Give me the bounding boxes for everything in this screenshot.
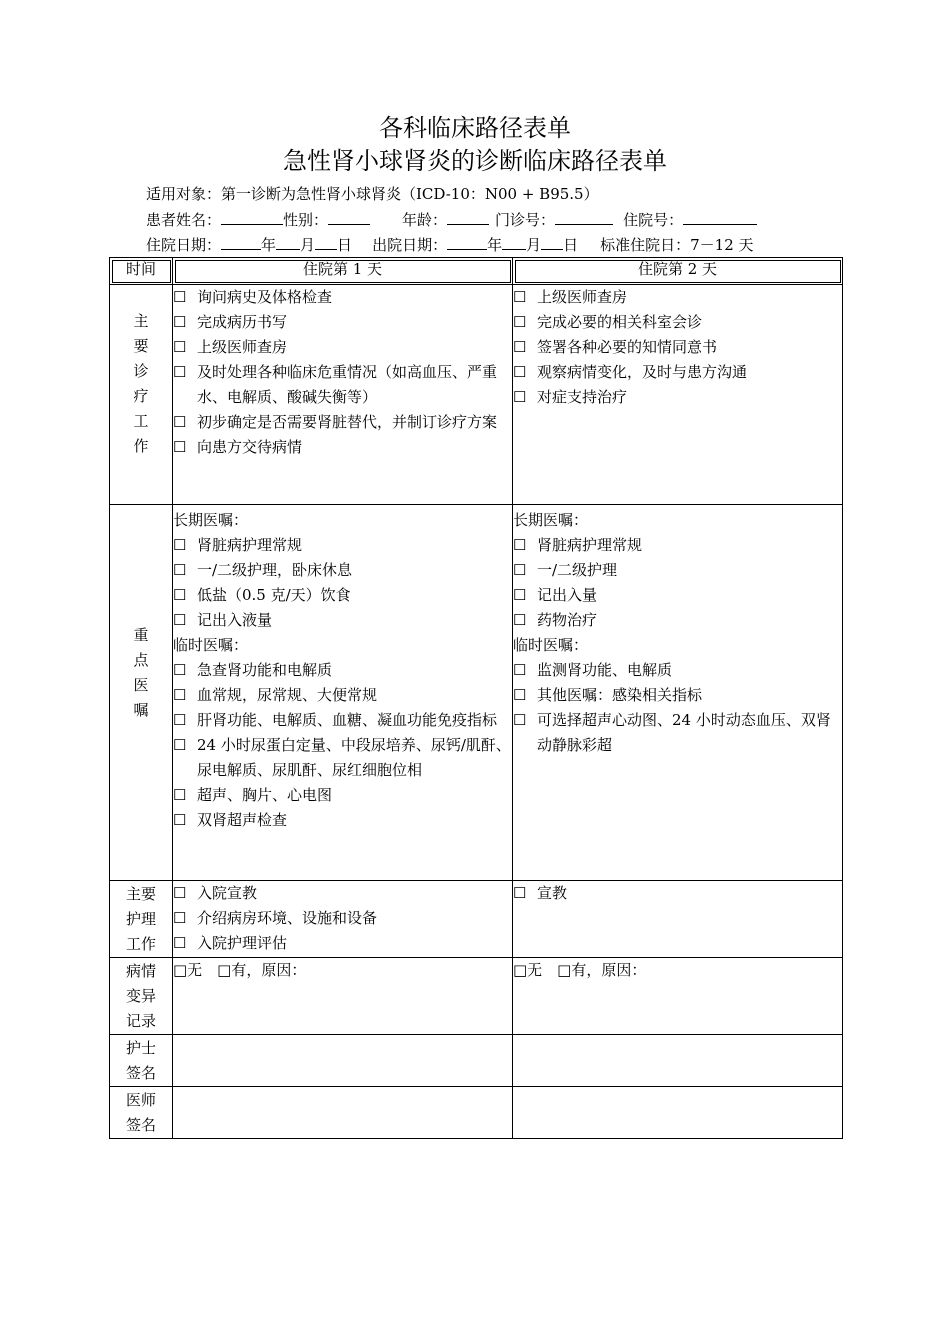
checkbox-icon[interactable]: ☐ (173, 586, 187, 604)
item-text: 向患方交待病情 (197, 438, 303, 456)
variation-options[interactable]: □无 □有，原因： (513, 961, 647, 979)
checkbox-icon[interactable]: ☐ (173, 736, 187, 754)
diagnosis-day1 (173, 285, 513, 505)
checkbox-icon[interactable]: ☐ (173, 884, 187, 902)
item-text: 24 小时尿蛋白定量、中段尿培养、尿钙/肌酐、尿电解质、尿肌酐、尿红细胞位相 (197, 736, 511, 779)
item-text: 宣教 (537, 884, 568, 902)
age-label: 年龄： (402, 211, 448, 229)
item-text: 低盐（0.5 克/天）饮食 (197, 586, 351, 604)
checklist-item[interactable] (513, 385, 842, 410)
item-text: 血常规，尿常规、大便常规 (197, 686, 378, 704)
label-line: 医师 (125, 1090, 156, 1109)
checklist-item[interactable] (513, 558, 842, 583)
checklist-item[interactable] (513, 310, 842, 335)
checklist-item[interactable] (513, 335, 842, 360)
checklist-item[interactable] (513, 708, 842, 758)
item-text: 入院宣教 (197, 884, 258, 902)
doctor-sign-row (110, 1087, 843, 1139)
checklist-item[interactable] (513, 583, 842, 608)
label-line: 主要 (125, 884, 156, 903)
nurse-sign-label-cell (110, 1035, 173, 1087)
patient-info-line (146, 209, 757, 230)
checkbox-icon[interactable]: ☐ (513, 661, 527, 679)
checkbox-icon[interactable]: ☐ (513, 561, 527, 579)
label-char: 疗 (133, 386, 149, 405)
admit-month-label: 月 (300, 236, 316, 254)
checkbox-icon[interactable]: ☐ (513, 536, 527, 554)
checklist-item[interactable] (173, 410, 512, 435)
orders-row (110, 505, 843, 881)
checkbox-icon[interactable]: ☐ (513, 313, 527, 331)
temporary-orders-label: 临时医嘱： (513, 636, 589, 654)
item-text: 监测肾功能、电解质 (537, 661, 673, 679)
label-line: 工作 (125, 934, 156, 953)
inpatient-no-field[interactable] (683, 209, 757, 225)
label-char: 要 (133, 336, 149, 355)
label-char: 作 (133, 436, 149, 455)
item-text: 超声、胸片、心电图 (197, 786, 333, 804)
item-text: 一/二级护理，卧床休息 (197, 561, 353, 579)
checklist-item[interactable] (173, 335, 512, 360)
checklist-item[interactable] (173, 708, 512, 733)
admit-day-field[interactable] (315, 234, 337, 250)
checkbox-icon[interactable]: ☐ (513, 884, 527, 902)
long-term-orders-label: 长期医嘱： (513, 511, 589, 529)
long-term-orders-label: 长期医嘱： (173, 511, 249, 529)
checkbox-icon[interactable]: ☐ (173, 413, 187, 431)
variation-row (110, 958, 843, 1035)
variation-day2 (513, 958, 843, 1035)
item-text: 上级医师查房 (197, 338, 288, 356)
discharge-month-field[interactable] (502, 234, 526, 250)
checkbox-icon[interactable]: ☐ (513, 711, 527, 729)
label-char: 医 (133, 675, 149, 694)
header-day1: 住院第 1 天 (173, 258, 513, 285)
temporary-orders-label: 临时医嘱： (173, 636, 249, 654)
checkbox-icon[interactable]: ☐ (173, 561, 187, 579)
discharge-day-label: 日 (563, 236, 579, 254)
item-text: 完成病历书写 (197, 313, 288, 331)
nurse-sign-day1[interactable] (173, 1035, 513, 1087)
label-char: 点 (133, 650, 149, 669)
patient-name-field[interactable] (221, 209, 283, 225)
item-text: 询问病史及体格检查 (197, 288, 333, 306)
gender-field[interactable] (328, 209, 370, 225)
discharge-day-field[interactable] (541, 234, 563, 250)
admit-day-label: 日 (337, 236, 353, 254)
age-field[interactable] (447, 209, 489, 225)
gender-label: 性别： (283, 211, 329, 229)
nursing-label (110, 882, 172, 957)
admit-year-field[interactable] (221, 234, 261, 250)
item-text: 一/二级护理 (537, 561, 618, 579)
item-text: 其他医嘱：感染相关指标 (537, 686, 703, 704)
checkbox-icon[interactable]: ☐ (173, 288, 187, 306)
item-text: 双肾超声检查 (197, 811, 288, 829)
checklist-item[interactable] (173, 533, 512, 558)
standard-stay: 标准住院日：7－12 天 (600, 236, 754, 254)
checkbox-icon[interactable]: ☐ (173, 786, 187, 804)
checkbox-icon[interactable]: ☐ (513, 586, 527, 604)
checklist-item[interactable] (513, 360, 842, 385)
header-day2: 住院第 2 天 (513, 258, 843, 285)
discharge-year-label: 年 (487, 236, 503, 254)
diagnosis-row (110, 285, 843, 505)
checkbox-icon[interactable]: ☐ (513, 338, 527, 356)
nursing-day2 (513, 881, 843, 958)
label-line: 签名 (125, 1115, 156, 1134)
item-text: 药物治疗 (537, 611, 598, 629)
label-line: 病情 (125, 961, 156, 980)
item-text: 签署各种必要的知情同意书 (537, 338, 718, 356)
label-char: 嘱 (133, 700, 149, 719)
label-line: 变异 (125, 986, 156, 1005)
checklist-item[interactable] (513, 285, 842, 310)
item-text: 肾脏病护理常规 (197, 536, 303, 554)
item-text: 急查肾功能和电解质 (197, 661, 333, 679)
item-text: 完成必要的相关科室会诊 (537, 313, 703, 331)
item-text: 对症支持治疗 (537, 388, 628, 406)
admit-date-label: 住院日期： (146, 236, 222, 254)
applicable-line: 适用对象：第一诊断为急性肾小球肾炎（ICD-10：N00 + B95.5） (146, 185, 599, 203)
item-text: 记出入液量 (197, 611, 273, 629)
item-text: 可选择超声心动图、24 小时动态血压、双肾动静脉彩超 (537, 711, 831, 754)
nurse-sign-day2[interactable] (513, 1035, 843, 1087)
checklist-item[interactable] (513, 608, 842, 633)
diagnosis-label-cell (110, 285, 173, 505)
checkbox-icon[interactable]: ☐ (513, 363, 527, 381)
checkbox-icon[interactable]: ☐ (173, 686, 187, 704)
checklist-item[interactable] (513, 683, 842, 708)
discharge-year-field[interactable] (447, 234, 487, 250)
checkbox-icon[interactable]: ☐ (173, 611, 187, 629)
checklist-item[interactable] (173, 881, 512, 906)
admit-year-label: 年 (261, 236, 277, 254)
variation-day1 (173, 958, 513, 1035)
checklist-item[interactable] (173, 435, 512, 460)
checklist-item[interactable] (173, 285, 512, 310)
checklist-item[interactable] (173, 608, 512, 633)
item-text: 及时处理各种临床危重情况（如高血压、严重水、电解质、酸碱失衡等） (197, 363, 498, 406)
checklist-item[interactable] (173, 360, 512, 410)
checkbox-icon[interactable]: ☐ (513, 288, 527, 306)
orders-day2 (513, 505, 843, 881)
nurse-sign-label (110, 1036, 172, 1086)
checkbox-icon[interactable]: ☐ (173, 363, 187, 381)
checkbox-icon[interactable]: ☐ (513, 611, 527, 629)
item-text: 入院护理评估 (197, 934, 288, 952)
label-line: 护士 (125, 1038, 156, 1057)
nursing-day1 (173, 881, 513, 958)
checklist-item[interactable] (173, 683, 512, 708)
checkbox-icon[interactable]: ☐ (173, 811, 187, 829)
form-subtitle: 急性肾小球肾炎的诊断临床路径表单 (283, 147, 667, 175)
checklist-item[interactable] (173, 310, 512, 335)
checklist-item[interactable] (513, 658, 842, 683)
doctor-sign-day2[interactable] (513, 1087, 843, 1139)
checklist-item[interactable] (173, 906, 512, 931)
checklist-item[interactable] (173, 583, 512, 608)
clinical-pathway-table (109, 257, 843, 1139)
clinic-no-field[interactable] (555, 209, 613, 225)
item-text: 观察病情变化，及时与患方沟通 (537, 363, 748, 381)
dates-line (146, 234, 754, 255)
item-text: 肝肾功能、电解质、血糖、凝血功能免疫指标 (197, 711, 498, 729)
nursing-label-cell (110, 881, 173, 958)
orders-label-cell (110, 505, 173, 881)
checkbox-icon[interactable]: ☐ (173, 536, 187, 554)
discharge-date-label: 出院日期： (372, 236, 448, 254)
label-char: 诊 (133, 361, 149, 380)
orders-day1 (173, 505, 513, 881)
checklist-item[interactable] (173, 558, 512, 583)
checkbox-icon[interactable]: ☐ (173, 438, 187, 456)
checklist-item[interactable] (513, 533, 842, 558)
checkbox-icon[interactable]: ☐ (173, 313, 187, 331)
nursing-row (110, 881, 843, 958)
item-text: 初步确定是否需要肾脏替代，并制订诊疗方案 (197, 413, 498, 431)
item-text: 介绍病房环境、设施和设备 (197, 909, 378, 927)
diagnosis-label (134, 309, 149, 459)
item-text: 上级医师查房 (537, 288, 628, 306)
header-row (110, 258, 843, 285)
form-title: 各科临床路径表单 (379, 114, 571, 142)
doctor-sign-label-cell (110, 1087, 173, 1139)
item-text: 肾脏病护理常规 (537, 536, 643, 554)
admit-month-field[interactable] (276, 234, 300, 250)
checkbox-icon[interactable]: ☐ (173, 934, 187, 952)
label-line: 护理 (125, 909, 156, 928)
discharge-month-label: 月 (526, 236, 542, 254)
checkbox-icon[interactable]: ☐ (173, 711, 187, 729)
label-char: 主 (133, 311, 149, 330)
checkbox-icon[interactable]: ☐ (513, 388, 527, 406)
checklist-item[interactable] (173, 783, 512, 808)
item-text: 记出入量 (537, 586, 598, 604)
variation-label-cell (110, 958, 173, 1035)
header-time: 时间 (110, 258, 173, 285)
checklist-item[interactable] (173, 658, 512, 683)
nurse-sign-row (110, 1035, 843, 1087)
label-char: 工 (133, 411, 149, 430)
orders-label (134, 623, 149, 723)
variation-options[interactable]: □无 □有，原因： (173, 961, 307, 979)
checkbox-icon[interactable]: ☐ (173, 909, 187, 927)
checkbox-icon[interactable]: ☐ (173, 338, 187, 356)
checkbox-icon[interactable]: ☐ (513, 686, 527, 704)
inpatient-no-label: 住院号： (623, 211, 684, 229)
doctor-sign-day1[interactable] (173, 1087, 513, 1139)
doctor-sign-label (110, 1088, 172, 1138)
label-line: 签名 (125, 1063, 156, 1082)
diagnosis-day2 (513, 285, 843, 505)
checklist-item[interactable] (513, 881, 842, 906)
checkbox-icon[interactable]: ☐ (173, 661, 187, 679)
checklist-item[interactable] (173, 931, 512, 956)
label-line: 记录 (125, 1011, 156, 1030)
checklist-item[interactable] (173, 808, 512, 833)
checklist-item[interactable] (173, 733, 512, 783)
variation-label (110, 959, 172, 1034)
label-char: 重 (133, 625, 149, 644)
clinic-no-label: 门诊号： (495, 211, 556, 229)
patient-name-label: 患者姓名： (146, 211, 222, 229)
